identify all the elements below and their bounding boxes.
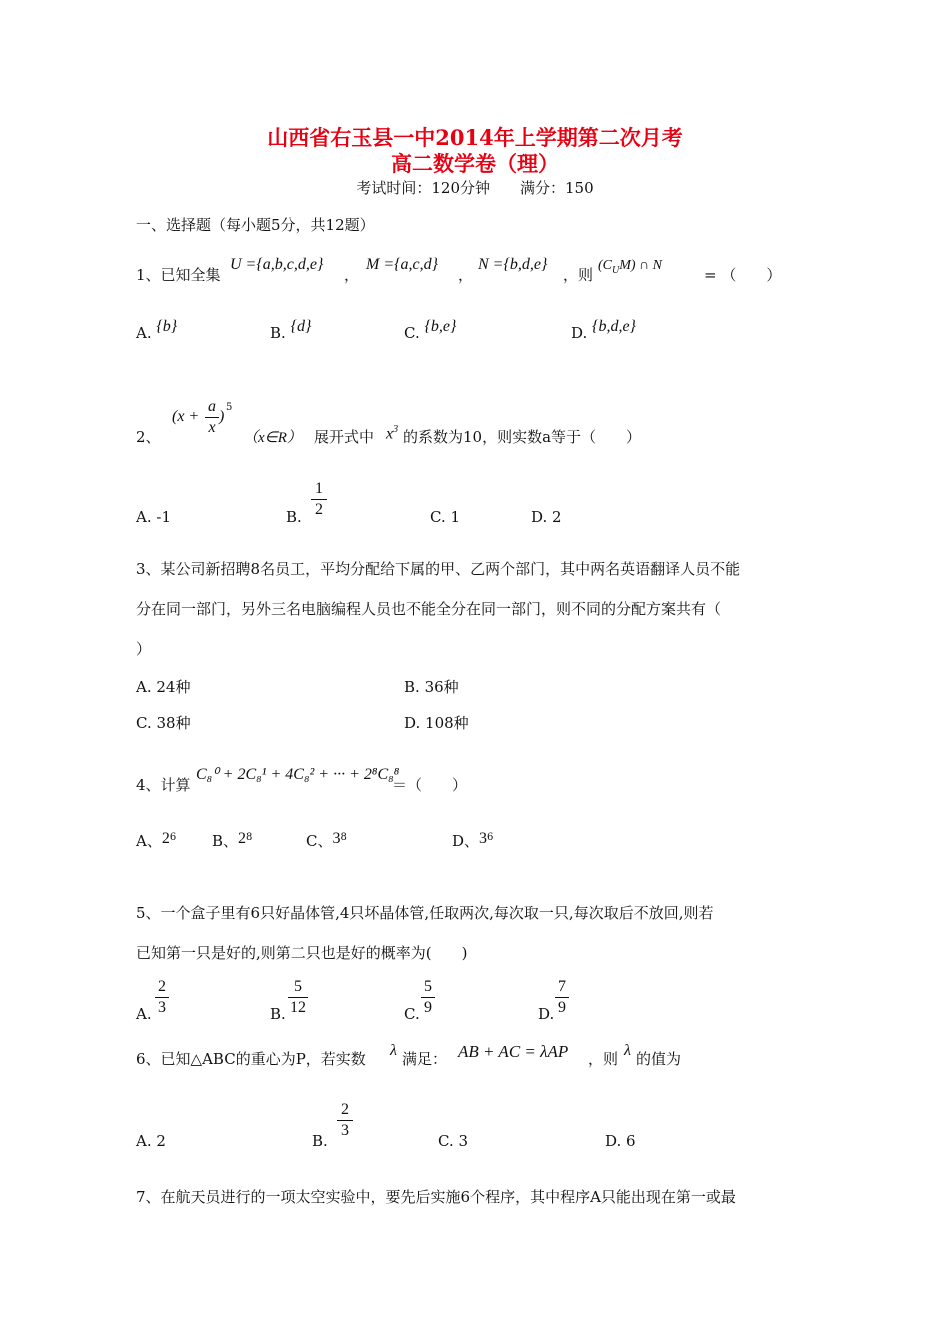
- q1-option-c: C. {b,e}: [404, 318, 457, 342]
- q5-option-c-fraction: 5 9: [421, 978, 435, 1017]
- q4-lead: 4、计算: [136, 776, 191, 794]
- q5-option-d: D.: [538, 1005, 555, 1023]
- q5-line2: 已知第一只是好的,则第二只也是好的概率为( ): [136, 944, 468, 962]
- exam-title-line2: 高二数学卷（理）: [391, 151, 559, 176]
- q1-option-b: B. {d}: [270, 318, 312, 342]
- q1-expr: $(C_UM)$ ∩ N: [598, 258, 663, 276]
- q2-option-a: A. -1: [136, 508, 172, 526]
- q3-option-c: C. 38种: [136, 714, 191, 732]
- q2-option-b-fraction: 1 2: [311, 480, 327, 519]
- q6-lead: 6、已知△ABC的重心为P，若实数: [136, 1050, 366, 1068]
- q1-lead: 1、已知全集: [136, 266, 221, 284]
- q5-line1: 5、一个盒子里有6只好晶体管,4只坏晶体管,任取两次,每次取一只,每次取后不放回,则若: [136, 904, 714, 922]
- q5-option-c: C.: [404, 1005, 420, 1023]
- q3-line2: 分在同一部门，另外三名电脑编程人员也不能全分在同一部门，则不同的分配方案共有（: [136, 600, 722, 618]
- q6-tail: 的值为: [636, 1050, 682, 1068]
- exam-title-line1: 山西省右玉县一中2014年上学期第二次月考: [267, 125, 683, 150]
- q4-tail: ＝（ ）: [392, 776, 468, 794]
- q2-exponent: 5: [226, 402, 233, 413]
- q6-then: ，则: [588, 1050, 619, 1068]
- q7-line1: 7、在航天员进行的一项太空实验中，要先后实施6个程序，其中程序A只能出现在第一或最: [136, 1188, 736, 1206]
- q6-lambda: λ: [390, 1042, 397, 1059]
- q5-option-b: B.: [270, 1005, 286, 1023]
- q1-comma: ，: [458, 266, 474, 284]
- q5-option-d-fraction: 7 9: [555, 978, 569, 1017]
- q4-option-c: C、$3^8$: [306, 830, 347, 850]
- q3-option-d: D. 108种: [404, 714, 469, 732]
- q2-option-b: B.: [286, 508, 302, 526]
- q1-set-n: N ={b,d,e}: [478, 256, 548, 273]
- q4-option-b: B、$2^8$: [212, 830, 253, 850]
- q2-x-plus: (x +: [172, 408, 200, 425]
- q2-fraction-a-over-x: a x: [205, 398, 219, 437]
- q2-option-c: C. 1: [430, 508, 461, 526]
- q6-option-b: B.: [312, 1132, 328, 1150]
- q6-option-a: A. 2: [136, 1132, 166, 1150]
- q2-close-paren: ): [219, 408, 225, 425]
- q1-set-u: U ={a,b,c,d,e}: [230, 256, 324, 273]
- q5-option-b-fraction: 5 12: [290, 978, 306, 1016]
- section-heading: 一、选择题（每小题5分，共12题）: [136, 216, 375, 234]
- q1-then: ，则: [563, 266, 594, 284]
- q4-option-d: D、$3^6$: [452, 830, 494, 850]
- q1-answer-blank: = （ ）: [704, 266, 782, 284]
- q2-domain: （x∈R）: [243, 430, 302, 446]
- q1-option-d: D. {b,d,e}: [571, 318, 636, 342]
- q3-option-a: A. 24种: [136, 678, 191, 696]
- q6-option-b-fraction: 2 3: [337, 1101, 353, 1140]
- q1-option-a: A. {b}: [136, 318, 178, 342]
- q2-text1: 展开式中: [314, 428, 375, 446]
- q2-option-d: D. 2: [531, 508, 562, 526]
- q2-x-cubed: $x^3$: [386, 424, 399, 443]
- q3-option-b: B. 36种: [404, 678, 459, 696]
- q6-option-c: C. 3: [438, 1132, 469, 1150]
- q6-lambda-2: λ: [624, 1042, 631, 1059]
- q6-vector-equation: AB + AC = λAP: [458, 1042, 569, 1061]
- q3-line3: ）: [136, 640, 152, 658]
- q6-mid: 满足：: [402, 1050, 448, 1068]
- q1-set-m: M ={a,c,d}: [366, 256, 439, 273]
- q1-comma: ，: [344, 266, 360, 284]
- q3-line1: 3、某公司新招聘8名员工，平均分配给下属的甲、乙两个部门，其中两名英语翻译人员不能: [136, 560, 741, 578]
- q4-option-a: A、$2^6$: [136, 830, 177, 850]
- q2-text2: 的系数为10，则实数a等于（ ）: [403, 428, 642, 446]
- q5-option-a-fraction: 2 3: [155, 978, 169, 1017]
- q4-expression: C₈⁰ + 2C₈¹ + 4C₈² + ··· + 2⁸C₈⁸: [196, 766, 400, 783]
- exam-info: 考试时间：120分钟 满分：150: [356, 179, 594, 197]
- q2-number: 2、: [136, 428, 161, 446]
- q5-option-a: A.: [136, 1005, 152, 1023]
- q6-option-d: D. 6: [605, 1132, 636, 1150]
